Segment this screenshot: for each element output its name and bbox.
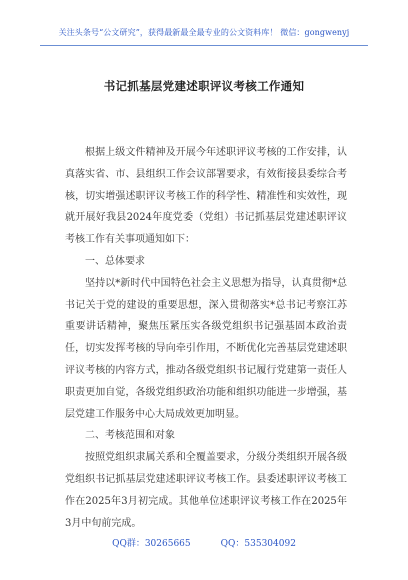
document-body [65, 142, 347, 534]
paragraph-general-requirements: 坚持以*新时代中国特色社会主义思想为指导，认真贯彻*总书记关于党的建设的重要思想，深入贯彻落实*总书记考察江苏重要讲话精神，聚焦压紧压实各级党组织书记强基固本政治责任，切实发挥考核的导向牵引作用，不断优化完善基层党建述职评议考核的内容方式，推动各级党组织书记履行党建第一责任人职责更加自觉，各级党组织政治功能和组织功能进一步增强，基层党建工作服务中心大局成效更加明显。 [65, 277, 347, 420]
footer-qq-group: QQ群：30265665 [112, 539, 191, 549]
section-heading-scope: 二、考核范围和对象 [85, 430, 175, 442]
footer-contact [0, 536, 408, 549]
document-title: 书记抓基层党建述职评议考核工作通知 [103, 79, 305, 93]
footer-qq-number: QQ：535304092 [220, 539, 296, 549]
header-divider [40, 45, 368, 46]
paragraph-intro: 根据上级文件精神及开展今年述职评议考核的工作安排，认真落实省、市、县组织工作会议部署要求，有效衔接县委综合考核，切实增强述职评议考核工作的科学性、精准性和实效性，现就开展好我县2024年度党委（党组）书记抓基层党建述职评议考核工作有关事项通知如下： [65, 147, 347, 246]
paragraph-scope: 按照党组织隶属关系和全覆盖要求，分级分类组织开展各级党组织书记抓基层党建述职评议考核工作。县委述职评议考核工作在2025年3月初完成。其他单位述职评议考核工作在2025年3月中旬前完成。 [65, 452, 347, 529]
section-heading-general: 一、总体要求 [85, 255, 145, 267]
header-promo-note: 关注头条号“公文研究”，获得最新最全最专业的公文资料库！ 微信：gongwenyj [58, 28, 350, 37]
